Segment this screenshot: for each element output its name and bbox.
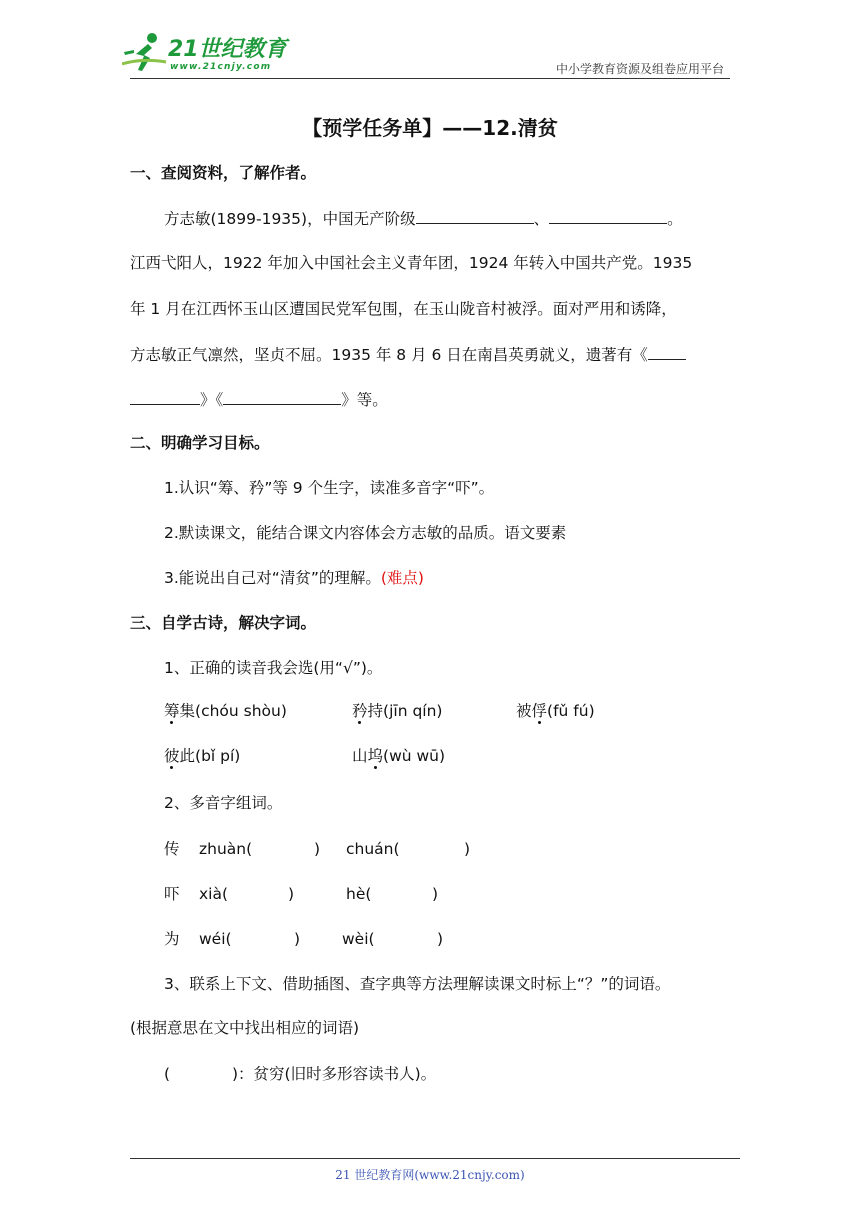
word-char: 山: [352, 747, 368, 765]
word-char: 坞: [367, 747, 384, 765]
pinyin-options: (chóu shòu): [195, 702, 287, 720]
page-header: [0, 0, 860, 90]
polyphone-char-3: 为: [164, 930, 180, 948]
logo-text: 21世纪教育: [168, 37, 287, 62]
word-char: 集: [179, 702, 196, 720]
close-paren: ): [288, 885, 295, 903]
polyphone-char-1: 传: [164, 840, 180, 858]
pinyin-options: (fǔ fú): [547, 702, 595, 720]
pinyin-choice-1[interactable]: [164, 700, 287, 722]
difficulty-tag: (难点): [380, 569, 424, 587]
answer-open-paren: (: [164, 1065, 171, 1083]
blank-3a[interactable]: [648, 343, 686, 360]
polyphone-1-reading-2: chuán(: [346, 840, 400, 858]
word-char: 矜: [352, 702, 368, 720]
goal-item-3: [164, 567, 424, 589]
footer-divider: [130, 1158, 740, 1159]
header-divider: [130, 78, 730, 79]
section3-heading: 三、自学古诗，解决字词。: [130, 614, 317, 632]
para5-end: 》等。: [341, 391, 388, 409]
polyphone-2-reading-2: hè(: [346, 885, 372, 903]
word-char: 彼: [164, 747, 180, 765]
blank-4[interactable]: [223, 388, 341, 405]
word-char: 俘: [531, 702, 548, 720]
pinyin-choice-3[interactable]: [516, 700, 595, 722]
section1-para4: [130, 343, 686, 366]
section2-heading: 二、明确学习目标。: [130, 434, 270, 452]
polyphone-1-reading-1: zhuàn(: [199, 840, 253, 858]
close-paren: ): [294, 930, 301, 948]
goal-item-3-text: 3.能说出自己对“清贫”的理解。: [164, 569, 381, 587]
word-char: 此: [179, 747, 196, 765]
answer-definition: )：贫穷(旧时多形容读书人)。: [232, 1065, 437, 1083]
section1-para3: 年 1 月在江西怀玉山区遭国民党军包围，在玉山陇音村被浮。面对严用和诱降，: [130, 300, 677, 318]
question-2: 2、多音字组词。: [164, 794, 283, 812]
para5-mid: 》《: [200, 391, 224, 409]
word-char: 被: [516, 702, 532, 720]
para4-text: 方志敏正气凛然，坚贞不屈。1935 年 8 月 6 日在南昌英勇就义，遗著有《: [130, 346, 648, 364]
separator: 、: [533, 210, 550, 228]
pinyin-choice-5[interactable]: [352, 745, 445, 767]
blank-1[interactable]: [416, 207, 534, 224]
word-char: 筹: [164, 702, 180, 720]
pinyin-options: (wù wū): [383, 747, 446, 765]
goal-item-1: 1.认识“筹、矜”等 9 个生字，读准多音字“吓”。: [164, 479, 495, 497]
pinyin-options: (jīn qín): [383, 702, 443, 720]
question-3-note: (根据意思在文中找出相应的词语): [130, 1019, 360, 1037]
close-paren: ): [314, 840, 321, 858]
section1-para5: [130, 388, 388, 411]
section1-para2: 江西弋阳人，1922 年加入中国社会主义青年团，1924 年转入中国共产党。1935: [130, 254, 693, 272]
close-paren: ): [437, 930, 444, 948]
para1-end: 。: [667, 210, 683, 228]
pinyin-choice-4[interactable]: [164, 745, 240, 767]
close-paren: ): [432, 885, 439, 903]
question-3: 3、联系上下文、借助插图、查字典等方法理解读课文时标上“？”的词语。: [164, 975, 671, 993]
runner-logo-icon: [122, 30, 168, 76]
page-title: 【预学任务单】——12.清贫: [302, 116, 558, 140]
question-1: 1、正确的读音我会选(用“√”)。: [164, 659, 383, 677]
header-platform-text: 中小学教育资源及组卷应用平台: [555, 62, 724, 76]
close-paren: ): [464, 840, 471, 858]
polyphone-3-reading-2: wèi(: [342, 930, 375, 948]
blank-3b[interactable]: [130, 388, 200, 405]
polyphone-2-reading-1: xià(: [199, 885, 229, 903]
pinyin-choice-2[interactable]: [352, 700, 442, 722]
site-logo: [122, 30, 292, 80]
polyphone-char-2: 吓: [164, 885, 180, 903]
polyphone-3-reading-1: wéi(: [199, 930, 232, 948]
blank-2[interactable]: [549, 207, 667, 224]
logo-url: www.21cnjy.com: [170, 62, 272, 72]
footer-text[interactable]: 21 世纪教育网(www.21cnjy.com): [335, 1168, 525, 1182]
section1-para1: [164, 207, 683, 230]
pinyin-options: (bǐ pí): [195, 747, 241, 765]
para1-text: 方志敏(1899-1935)，中国无产阶级: [164, 210, 416, 228]
word-char: 持: [367, 702, 384, 720]
goal-item-2: 2.默读课文，能结合课文内容体会方志敏的品质。语文要素: [164, 524, 567, 542]
section1-heading: 一、查阅资料，了解作者。: [130, 164, 317, 182]
